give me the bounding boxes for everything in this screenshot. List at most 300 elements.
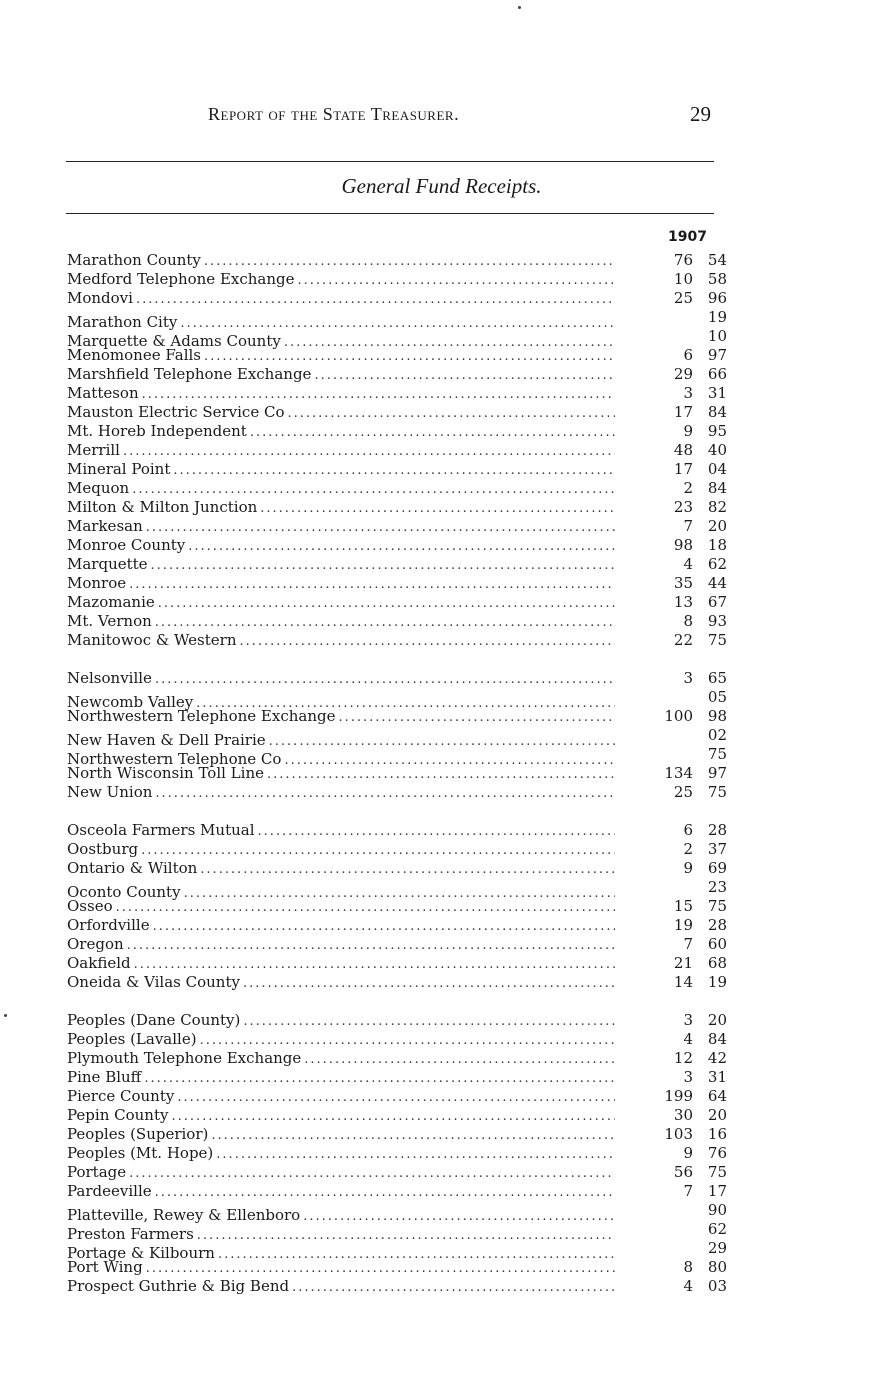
- dot-leader: [180, 314, 615, 333]
- ledger-row: [67, 688, 727, 711]
- ledger-row: [67, 251, 727, 270]
- entry-amount: [615, 878, 727, 897]
- year-column-header: 1907: [668, 229, 707, 245]
- amount-cents: 54: [707, 251, 727, 269]
- amount-cents: 65: [707, 669, 727, 687]
- entry-name: Mineral Point: [67, 460, 171, 478]
- ledger-row: [67, 1125, 727, 1144]
- entry-name: Mauston Electric Service Co: [67, 403, 285, 421]
- entry-name: Peoples (Mt. Hope): [67, 1144, 214, 1162]
- ledger-row: [67, 935, 727, 954]
- ledger-row: [67, 555, 727, 574]
- amount-dollars: 48: [673, 441, 693, 459]
- entry-amount: [615, 1049, 727, 1068]
- entry-name: Mt. Horeb Independent: [67, 422, 247, 440]
- entry-amount: [615, 422, 727, 441]
- entry-amount: [615, 517, 727, 536]
- amount-cents: 75: [707, 631, 727, 649]
- amount-dollars: 3: [683, 1011, 693, 1029]
- section-title: General Fund Receipts.: [341, 174, 542, 198]
- entry-amount: [615, 1144, 727, 1163]
- ledger-row: [67, 1201, 727, 1224]
- amount-cents: 42: [707, 1049, 727, 1067]
- amount-dollars: 25: [673, 289, 693, 307]
- amount-dollars: 56: [673, 1163, 693, 1181]
- entry-amount: [615, 308, 727, 327]
- dot-leader: [298, 271, 615, 290]
- entry-name: Ontario & Wilton: [67, 859, 198, 877]
- dot-leader: [132, 480, 615, 499]
- entry-name: Oregon: [67, 935, 124, 953]
- entry-name: Milton & Milton Junction: [67, 498, 258, 516]
- top-rule: [66, 161, 714, 162]
- amount-cents: 16: [707, 1125, 727, 1143]
- entry-amount: [615, 593, 727, 612]
- amount-dollars: 199: [664, 1087, 693, 1105]
- ledger-row: [67, 859, 727, 878]
- entry-amount: [615, 821, 727, 840]
- amount-cents: 17: [707, 1182, 727, 1200]
- entry-name: Medford Telephone Exchange: [67, 270, 295, 288]
- dot-leader: [239, 632, 615, 651]
- amount-cents: 58: [707, 270, 727, 288]
- entry-amount: [615, 916, 727, 935]
- entry-name: Monroe: [67, 574, 127, 592]
- amount-dollars: 23: [673, 498, 693, 516]
- dot-leader: [155, 1183, 615, 1202]
- entry-amount: [615, 1030, 727, 1049]
- entry-name: Northwestern Telephone Exchange: [67, 707, 336, 725]
- entry-amount: [615, 270, 727, 289]
- entry-name: Prospect Guthrie & Big Bend: [67, 1277, 290, 1295]
- entry-amount: [615, 1182, 727, 1201]
- ledger-row: [67, 441, 727, 460]
- amount-cents: 31: [707, 1068, 727, 1086]
- entry-amount: [615, 251, 727, 270]
- entry-amount: [615, 840, 727, 859]
- amount-dollars: 25: [673, 783, 693, 801]
- entry-amount: [615, 688, 727, 707]
- entry-name: Markesan: [67, 517, 143, 535]
- amount-cents: 37: [707, 840, 727, 858]
- amount-cents: 90: [707, 1201, 727, 1219]
- dot-leader: [141, 841, 615, 860]
- amount-dollars: 14: [673, 973, 693, 991]
- entry-name: Peoples (Superior): [67, 1125, 209, 1143]
- dot-leader: [151, 556, 615, 575]
- amount-dollars: 17: [673, 460, 693, 478]
- entry-amount: [615, 783, 727, 802]
- entry-name: Port Wing: [67, 1258, 143, 1276]
- entry-name: Pardeeville: [67, 1182, 152, 1200]
- ledger-row: [67, 479, 727, 498]
- amount-cents: 82: [707, 498, 727, 516]
- dot-leader: [243, 974, 615, 993]
- entry-amount: [615, 1011, 727, 1030]
- entry-amount: [615, 289, 727, 308]
- amount-dollars: [649, 688, 693, 707]
- group-spacer: [67, 992, 727, 1011]
- amount-dollars: [649, 726, 693, 745]
- entry-name: Marathon City: [67, 313, 178, 331]
- entry-amount: [615, 707, 727, 726]
- entry-name: Osseo: [67, 897, 113, 915]
- dot-leader: [155, 784, 615, 803]
- ledger-row: [67, 783, 727, 802]
- ledger-row: [67, 460, 727, 479]
- entry-amount: [615, 555, 727, 574]
- ledger-row: [67, 308, 727, 331]
- entry-name: Manitowoc & Western: [67, 631, 237, 649]
- page-title: Report of the State Treasurer.: [208, 104, 460, 124]
- amount-cents: 97: [707, 346, 727, 364]
- entry-name: Preston Farmers: [67, 1225, 194, 1243]
- amount-dollars: 3: [683, 384, 693, 402]
- amount-dollars: 4: [683, 1030, 693, 1048]
- entry-name: Marquette: [67, 555, 148, 573]
- ledger-row: [67, 821, 727, 840]
- entry-amount: [615, 327, 727, 346]
- dot-leader: [303, 1207, 615, 1226]
- entry-amount: [615, 745, 727, 764]
- amount-dollars: 9: [683, 859, 693, 877]
- amount-dollars: 98: [673, 536, 693, 554]
- entry-name: Peoples (Dane County): [67, 1011, 241, 1029]
- entry-amount: [615, 1106, 727, 1125]
- amount-cents: 05: [707, 688, 727, 706]
- entry-amount: [615, 726, 727, 745]
- amount-dollars: 35: [673, 574, 693, 592]
- amount-dollars: 7: [683, 1182, 693, 1200]
- receipts-ledger: [67, 251, 727, 1296]
- entry-name: Merrill: [67, 441, 120, 459]
- entry-name: Mazomanie: [67, 593, 155, 611]
- amount-cents: 96: [707, 289, 727, 307]
- entry-amount: [615, 479, 727, 498]
- amount-cents: 62: [707, 1220, 727, 1238]
- entry-name: Pepin County: [67, 1106, 169, 1124]
- ledger-row: [67, 669, 727, 688]
- ledger-row: [67, 593, 727, 612]
- entry-amount: [615, 1277, 727, 1296]
- ledger-row: [67, 916, 727, 935]
- entry-name: Plymouth Telephone Exchange: [67, 1049, 302, 1067]
- ledger-row: [67, 840, 727, 859]
- amount-cents: 84: [707, 479, 727, 497]
- entry-amount: [615, 612, 727, 631]
- amount-dollars: [649, 327, 693, 346]
- entry-name: Pierce County: [67, 1087, 175, 1105]
- entry-amount: [615, 631, 727, 650]
- entry-name: Portage: [67, 1163, 127, 1181]
- amount-cents: 04: [707, 460, 727, 478]
- ledger-row: [67, 1277, 727, 1296]
- entry-name: Nelsonville: [67, 669, 152, 687]
- dot-leader: [200, 1031, 615, 1050]
- entry-amount: [615, 384, 727, 403]
- amount-dollars: [649, 1220, 693, 1239]
- entry-amount: [615, 365, 727, 384]
- entry-amount: [615, 669, 727, 688]
- amount-cents: 40: [707, 441, 727, 459]
- entry-name: Orfordville: [67, 916, 150, 934]
- entry-name: Peoples (Lavalle): [67, 1030, 197, 1048]
- amount-dollars: [649, 745, 693, 764]
- entry-amount: [615, 441, 727, 460]
- ledger-row: [67, 707, 727, 726]
- entry-name: Monroe County: [67, 536, 186, 554]
- paper-speck: [518, 6, 521, 9]
- entry-name: Oakfield: [67, 954, 131, 972]
- amount-dollars: 15: [673, 897, 693, 915]
- dot-leader: [173, 461, 615, 480]
- ledger-row: [67, 1087, 727, 1106]
- entry-amount: [615, 897, 727, 916]
- group-spacer: [67, 650, 727, 669]
- entry-name: Matteson: [67, 384, 139, 402]
- ledger-row: [67, 878, 727, 901]
- amount-dollars: [649, 308, 693, 327]
- dot-leader: [288, 404, 616, 423]
- amount-dollars: 6: [683, 346, 693, 364]
- ledger-row: [67, 346, 727, 365]
- entry-name: New Union: [67, 783, 153, 801]
- amount-cents: 02: [707, 726, 727, 744]
- amount-dollars: [649, 1239, 693, 1258]
- ledger-row: [67, 1258, 727, 1277]
- ledger-row: [67, 897, 727, 916]
- ledger-row: [67, 289, 727, 308]
- amount-dollars: 134: [664, 764, 693, 782]
- amount-cents: 03: [707, 1277, 727, 1295]
- ledger-row: [67, 1030, 727, 1049]
- entry-name: Osceola Farmers Mutual: [67, 821, 255, 839]
- dot-leader: [243, 1012, 615, 1031]
- entry-amount: [615, 1239, 727, 1258]
- amount-cents: 75: [707, 1163, 727, 1181]
- entry-amount: [615, 460, 727, 479]
- amount-dollars: 9: [683, 1144, 693, 1162]
- paper-speck: [4, 1014, 7, 1017]
- group-spacer: [67, 802, 727, 821]
- entry-amount: [615, 403, 727, 422]
- entry-amount: [615, 859, 727, 878]
- ledger-row: [67, 384, 727, 403]
- amount-dollars: [649, 1201, 693, 1220]
- entry-name: Oostburg: [67, 840, 139, 858]
- ledger-row: [67, 365, 727, 384]
- amount-cents: 64: [707, 1087, 727, 1105]
- amount-dollars: 17: [673, 403, 693, 421]
- dot-leader: [204, 252, 615, 271]
- amount-cents: 93: [707, 612, 727, 630]
- amount-cents: 10: [707, 327, 727, 345]
- amount-dollars: 8: [683, 612, 693, 630]
- dot-leader: [188, 537, 615, 556]
- amount-dollars: 4: [683, 1277, 693, 1295]
- amount-cents: 62: [707, 555, 727, 573]
- dot-leader: [155, 613, 615, 632]
- page-number: 29: [690, 102, 711, 126]
- dot-leader: [129, 1164, 615, 1183]
- entry-amount: [615, 764, 727, 783]
- running-head: [0, 104, 883, 134]
- ledger-row: [67, 422, 727, 441]
- amount-dollars: 22: [673, 631, 693, 649]
- amount-cents: 75: [707, 897, 727, 915]
- amount-dollars: 2: [683, 840, 693, 858]
- amount-dollars: 3: [683, 1068, 693, 1086]
- amount-cents: 69: [707, 859, 727, 877]
- dot-leader: [314, 366, 615, 385]
- ledger-row: [67, 1011, 727, 1030]
- dot-leader: [304, 1050, 615, 1069]
- ledger-row: [67, 1163, 727, 1182]
- dot-leader: [292, 1278, 615, 1297]
- ledger-row: [67, 764, 727, 783]
- entry-amount: [615, 1068, 727, 1087]
- entry-name: Oneida & Vilas County: [67, 973, 240, 991]
- amount-cents: 19: [707, 973, 727, 991]
- dot-leader: [146, 518, 615, 537]
- entry-name: Marathon County: [67, 251, 201, 269]
- amount-cents: 20: [707, 1011, 727, 1029]
- entry-amount: [615, 498, 727, 517]
- entry-amount: [615, 574, 727, 593]
- amount-cents: 29: [707, 1239, 727, 1257]
- amount-dollars: 13: [673, 593, 693, 611]
- amount-dollars: 30: [673, 1106, 693, 1124]
- dot-leader: [260, 499, 615, 518]
- amount-dollars: 10: [673, 270, 693, 288]
- amount-dollars: 4: [683, 555, 693, 573]
- dot-leader: [127, 936, 615, 955]
- ledger-row: [67, 631, 727, 650]
- amount-cents: 19: [707, 308, 727, 326]
- dot-leader: [116, 898, 615, 917]
- dot-leader: [200, 860, 615, 879]
- dot-leader: [267, 765, 615, 784]
- amount-cents: 20: [707, 517, 727, 535]
- amount-cents: 84: [707, 1030, 727, 1048]
- bottom-rule: [66, 213, 714, 214]
- entry-name: Northwestern Telephone Co: [67, 750, 282, 768]
- entry-name: New Haven & Dell Prairie: [67, 731, 266, 749]
- entry-amount: [615, 1258, 727, 1277]
- amount-dollars: 21: [673, 954, 693, 972]
- entry-name: Marquette & Adams County: [67, 332, 281, 350]
- entry-name: Mt. Vernon: [67, 612, 152, 630]
- dot-leader: [171, 1107, 615, 1126]
- amount-cents: 44: [707, 574, 727, 592]
- entry-name: Pine Bluff: [67, 1068, 142, 1086]
- entry-amount: [615, 1220, 727, 1239]
- amount-cents: 76: [707, 1144, 727, 1162]
- amount-dollars: 100: [664, 707, 693, 725]
- entry-name: Mondovi: [67, 289, 133, 307]
- ledger-row: [67, 1068, 727, 1087]
- dot-leader: [258, 822, 616, 841]
- entry-name: Oconto County: [67, 883, 181, 901]
- entry-name: Newcomb Valley: [67, 693, 194, 711]
- amount-cents: 67: [707, 593, 727, 611]
- dot-leader: [197, 1226, 615, 1245]
- ledger-row: [67, 498, 727, 517]
- ledger-row: [67, 403, 727, 422]
- dot-leader: [211, 1126, 615, 1145]
- entry-name: Portage & Kilbourn: [67, 1244, 215, 1262]
- entry-amount: [615, 973, 727, 992]
- ledger-row: [67, 973, 727, 992]
- amount-cents: 28: [707, 916, 727, 934]
- amount-cents: 75: [707, 745, 727, 763]
- dot-leader: [177, 1088, 615, 1107]
- amount-cents: 80: [707, 1258, 727, 1276]
- amount-cents: 31: [707, 384, 727, 402]
- amount-dollars: 2: [683, 479, 693, 497]
- amount-cents: 66: [707, 365, 727, 383]
- amount-dollars: 6: [683, 821, 693, 839]
- dot-leader: [338, 708, 615, 727]
- dot-leader: [153, 917, 615, 936]
- dot-leader: [144, 1069, 615, 1088]
- dot-leader: [123, 442, 615, 461]
- entry-amount: [615, 346, 727, 365]
- ledger-row: [67, 1182, 727, 1201]
- ledger-row: [67, 1049, 727, 1068]
- amount-dollars: 103: [664, 1125, 693, 1143]
- amount-dollars: [649, 878, 693, 897]
- amount-cents: 23: [707, 878, 727, 896]
- ledger-row: [67, 574, 727, 593]
- entry-amount: [615, 954, 727, 973]
- ledger-row: [67, 1106, 727, 1125]
- dot-leader: [146, 1259, 615, 1278]
- dot-leader: [216, 1145, 615, 1164]
- dot-leader: [134, 955, 615, 974]
- ledger-row: [67, 270, 727, 289]
- entry-amount: [615, 1087, 727, 1106]
- entry-amount: [615, 536, 727, 555]
- ledger-row: [67, 1144, 727, 1163]
- amount-cents: 97: [707, 764, 727, 782]
- amount-cents: 20: [707, 1106, 727, 1124]
- dot-leader: [269, 732, 615, 751]
- amount-dollars: 8: [683, 1258, 693, 1276]
- ledger-row: [67, 612, 727, 631]
- amount-dollars: 7: [683, 935, 693, 953]
- entry-amount: [615, 1201, 727, 1220]
- dot-leader: [250, 423, 615, 442]
- entry-name: Mequon: [67, 479, 130, 497]
- ledger-row: [67, 536, 727, 555]
- entry-name: Platteville, Rewey & Ellenboro: [67, 1206, 301, 1224]
- dot-leader: [158, 594, 615, 613]
- amount-cents: 68: [707, 954, 727, 972]
- dot-leader: [155, 670, 615, 689]
- ledger-row: [67, 954, 727, 973]
- amount-cents: 84: [707, 403, 727, 421]
- ledger-row: [67, 517, 727, 536]
- entry-name: North Wisconsin Toll Line: [67, 764, 264, 782]
- amount-dollars: 29: [673, 365, 693, 383]
- amount-cents: 18: [707, 536, 727, 554]
- entry-amount: [615, 1125, 727, 1144]
- dot-leader: [136, 290, 615, 309]
- amount-dollars: 3: [683, 669, 693, 687]
- entry-amount: [615, 1163, 727, 1182]
- entry-amount: [615, 935, 727, 954]
